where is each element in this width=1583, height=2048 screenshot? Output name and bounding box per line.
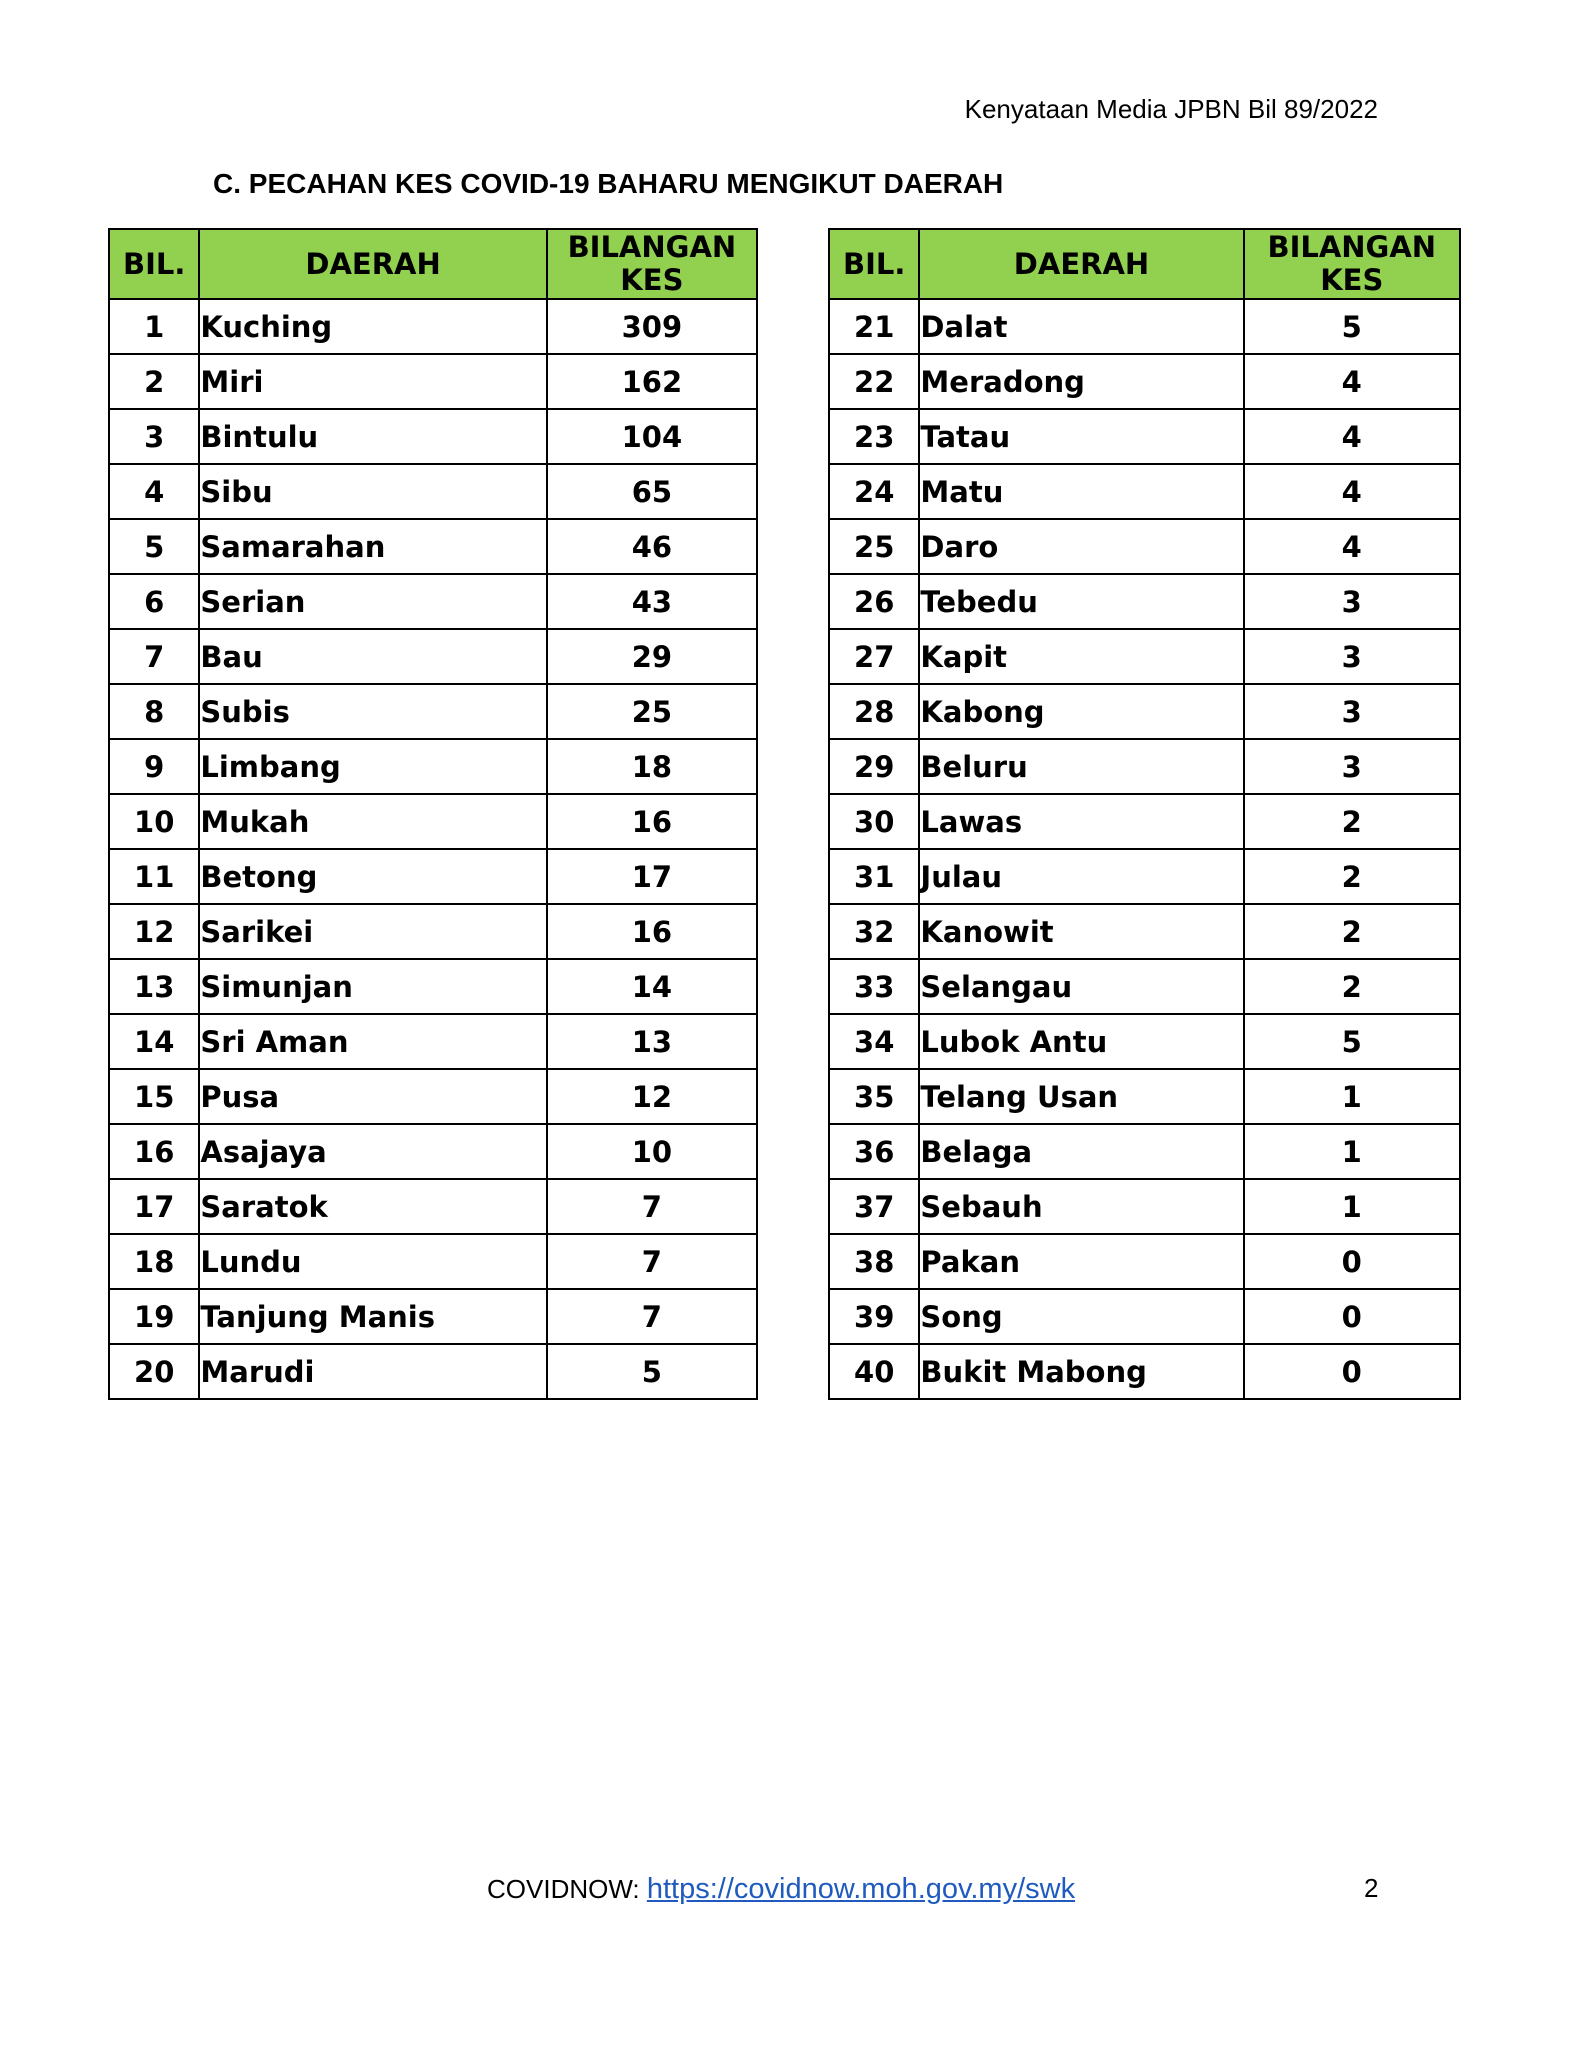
bil-cell: 4 [109, 464, 199, 519]
daerah-cell: Meradong [919, 354, 1243, 409]
daerah-cell: Betong [199, 849, 546, 904]
bil-cell: 6 [109, 574, 199, 629]
bil-cell: 3 [109, 409, 199, 464]
header-bil: BIL. [829, 229, 919, 299]
table-row [829, 464, 1460, 519]
footer [487, 1873, 1075, 1906]
kes-cell: 14 [547, 959, 757, 1014]
header-bil: BIL. [109, 229, 199, 299]
daerah-cell: Tatau [919, 409, 1243, 464]
cases-table-left [108, 228, 758, 1400]
bil-cell: 38 [829, 1234, 919, 1289]
bil-cell: 13 [109, 959, 199, 1014]
daerah-cell: Kanowit [919, 904, 1243, 959]
bil-cell: 39 [829, 1289, 919, 1344]
table-row [829, 1179, 1460, 1234]
kes-cell: 4 [1244, 354, 1460, 409]
bil-cell: 5 [109, 519, 199, 574]
table-row [109, 1069, 757, 1124]
bil-cell: 12 [109, 904, 199, 959]
table-row [109, 1124, 757, 1179]
bil-cell: 23 [829, 409, 919, 464]
daerah-cell: Pakan [919, 1234, 1243, 1289]
daerah-cell: Sarikei [199, 904, 546, 959]
daerah-cell: Belaga [919, 1124, 1243, 1179]
kes-cell: 10 [547, 1124, 757, 1179]
daerah-cell: Bau [199, 629, 546, 684]
kes-cell: 3 [1244, 739, 1460, 794]
table-row [829, 1069, 1460, 1124]
table-row [109, 794, 757, 849]
kes-cell: 7 [547, 1234, 757, 1289]
kes-cell: 5 [547, 1344, 757, 1399]
kes-cell: 46 [547, 519, 757, 574]
header-daerah: DAERAH [919, 229, 1243, 299]
kes-cell: 16 [547, 794, 757, 849]
table-row [109, 1014, 757, 1069]
daerah-cell: Daro [919, 519, 1243, 574]
kes-cell: 3 [1244, 684, 1460, 739]
bil-cell: 24 [829, 464, 919, 519]
table-row [109, 739, 757, 794]
bil-cell: 33 [829, 959, 919, 1014]
bil-cell: 37 [829, 1179, 919, 1234]
table-row [829, 574, 1460, 629]
bil-cell: 36 [829, 1124, 919, 1179]
kes-cell: 0 [1244, 1289, 1460, 1344]
kes-cell: 65 [547, 464, 757, 519]
table-row [109, 904, 757, 959]
bil-cell: 2 [109, 354, 199, 409]
daerah-cell: Pusa [199, 1069, 546, 1124]
daerah-cell: Telang Usan [919, 1069, 1243, 1124]
kes-cell: 29 [547, 629, 757, 684]
table-header-row [109, 229, 757, 299]
daerah-cell: Sibu [199, 464, 546, 519]
table-row [109, 629, 757, 684]
covidnow-link[interactable]: https://covidnow.moh.gov.my/swk [646, 1873, 1076, 1905]
table-row [829, 684, 1460, 739]
kes-cell: 4 [1244, 409, 1460, 464]
bil-cell: 30 [829, 794, 919, 849]
daerah-cell: Tebedu [919, 574, 1243, 629]
daerah-cell: Marudi [199, 1344, 546, 1399]
kes-cell: 25 [547, 684, 757, 739]
daerah-cell: Kuching [199, 299, 546, 354]
daerah-cell: Matu [919, 464, 1243, 519]
kes-cell: 0 [1244, 1344, 1460, 1399]
table-row [109, 464, 757, 519]
table-row [109, 1289, 757, 1344]
daerah-cell: Sebauh [919, 1179, 1243, 1234]
bil-cell: 9 [109, 739, 199, 794]
kes-cell: 4 [1244, 464, 1460, 519]
daerah-cell: Selangau [919, 959, 1243, 1014]
table-row [109, 1179, 757, 1234]
kes-cell: 309 [547, 299, 757, 354]
header-daerah: DAERAH [199, 229, 546, 299]
kes-cell: 2 [1244, 794, 1460, 849]
table-row [829, 1124, 1460, 1179]
bil-cell: 32 [829, 904, 919, 959]
daerah-cell: Saratok [199, 1179, 546, 1234]
kes-cell: 18 [547, 739, 757, 794]
table-row [109, 574, 757, 629]
daerah-cell: Lundu [199, 1234, 546, 1289]
table-row [109, 409, 757, 464]
table-row [829, 354, 1460, 409]
bil-cell: 22 [829, 354, 919, 409]
kes-cell: 13 [547, 1014, 757, 1069]
bil-cell: 19 [109, 1289, 199, 1344]
table-row [109, 354, 757, 409]
daerah-cell: Lawas [919, 794, 1243, 849]
bil-cell: 40 [829, 1344, 919, 1399]
document-reference: Kenyataan Media JPBN Bil 89/2022 [964, 94, 1378, 124]
kes-cell: 3 [1244, 629, 1460, 684]
kes-cell: 2 [1244, 959, 1460, 1014]
table-row [829, 409, 1460, 464]
daerah-cell: Bukit Mabong [919, 1344, 1243, 1399]
header-bilangan-kes: BILANGAN KES [547, 229, 757, 299]
table-row [109, 684, 757, 739]
kes-cell: 1 [1244, 1069, 1460, 1124]
daerah-cell: Subis [199, 684, 546, 739]
table-row [829, 1289, 1460, 1344]
kes-cell: 4 [1244, 519, 1460, 574]
bil-cell: 29 [829, 739, 919, 794]
kes-cell: 0 [1244, 1234, 1460, 1289]
table-row [829, 794, 1460, 849]
table-row [109, 1234, 757, 1289]
table-row [829, 904, 1460, 959]
table-row [109, 1344, 757, 1399]
kes-cell: 2 [1244, 904, 1460, 959]
kes-cell: 7 [547, 1179, 757, 1234]
bil-cell: 27 [829, 629, 919, 684]
cases-table-right [828, 228, 1461, 1400]
table-row [829, 959, 1460, 1014]
kes-cell: 162 [547, 354, 757, 409]
kes-cell: 5 [1244, 299, 1460, 354]
table-row [829, 1014, 1460, 1069]
bil-cell: 28 [829, 684, 919, 739]
kes-cell: 5 [1244, 1014, 1460, 1069]
bil-cell: 16 [109, 1124, 199, 1179]
daerah-cell: Mukah [199, 794, 546, 849]
page-number: 2 [1364, 1873, 1379, 1903]
daerah-cell: Simunjan [199, 959, 546, 1014]
daerah-cell: Song [919, 1289, 1243, 1344]
kes-cell: 17 [547, 849, 757, 904]
header-bilangan-kes: BILANGAN KES [1244, 229, 1460, 299]
footer-label: COVIDNOW: [487, 1874, 640, 1904]
bil-cell: 1 [109, 299, 199, 354]
bil-cell: 20 [109, 1344, 199, 1399]
bil-cell: 14 [109, 1014, 199, 1069]
kes-cell: 2 [1244, 849, 1460, 904]
bil-cell: 10 [109, 794, 199, 849]
daerah-cell: Bintulu [199, 409, 546, 464]
table-row [109, 959, 757, 1014]
table-row [829, 629, 1460, 684]
kes-cell: 104 [547, 409, 757, 464]
daerah-cell: Tanjung Manis [199, 1289, 546, 1344]
table-header-row [829, 229, 1460, 299]
bil-cell: 17 [109, 1179, 199, 1234]
daerah-cell: Julau [919, 849, 1243, 904]
kes-cell: 7 [547, 1289, 757, 1344]
table-row [829, 1344, 1460, 1399]
table-row [829, 849, 1460, 904]
kes-cell: 1 [1244, 1179, 1460, 1234]
table-row [829, 739, 1460, 794]
kes-cell: 16 [547, 904, 757, 959]
table-row [109, 299, 757, 354]
daerah-cell: Serian [199, 574, 546, 629]
daerah-cell: Limbang [199, 739, 546, 794]
bil-cell: 34 [829, 1014, 919, 1069]
bil-cell: 21 [829, 299, 919, 354]
bil-cell: 7 [109, 629, 199, 684]
kes-cell: 3 [1244, 574, 1460, 629]
kes-cell: 1 [1244, 1124, 1460, 1179]
daerah-cell: Samarahan [199, 519, 546, 574]
table-row [829, 299, 1460, 354]
kes-cell: 12 [547, 1069, 757, 1124]
bil-cell: 35 [829, 1069, 919, 1124]
section-title: C. PECAHAN KES COVID-19 BAHARU MENGIKUT DAERAH [213, 168, 1004, 199]
daerah-cell: Beluru [919, 739, 1243, 794]
bil-cell: 26 [829, 574, 919, 629]
kes-cell: 43 [547, 574, 757, 629]
daerah-cell: Sri Aman [199, 1014, 546, 1069]
table-row [109, 849, 757, 904]
bil-cell: 25 [829, 519, 919, 574]
bil-cell: 11 [109, 849, 199, 904]
daerah-cell: Kapit [919, 629, 1243, 684]
table-row [109, 519, 757, 574]
table-row [829, 1234, 1460, 1289]
table-row [829, 519, 1460, 574]
daerah-cell: Lubok Antu [919, 1014, 1243, 1069]
bil-cell: 15 [109, 1069, 199, 1124]
bil-cell: 8 [109, 684, 199, 739]
daerah-cell: Dalat [919, 299, 1243, 354]
daerah-cell: Kabong [919, 684, 1243, 739]
daerah-cell: Asajaya [199, 1124, 546, 1179]
bil-cell: 31 [829, 849, 919, 904]
bil-cell: 18 [109, 1234, 199, 1289]
daerah-cell: Miri [199, 354, 546, 409]
